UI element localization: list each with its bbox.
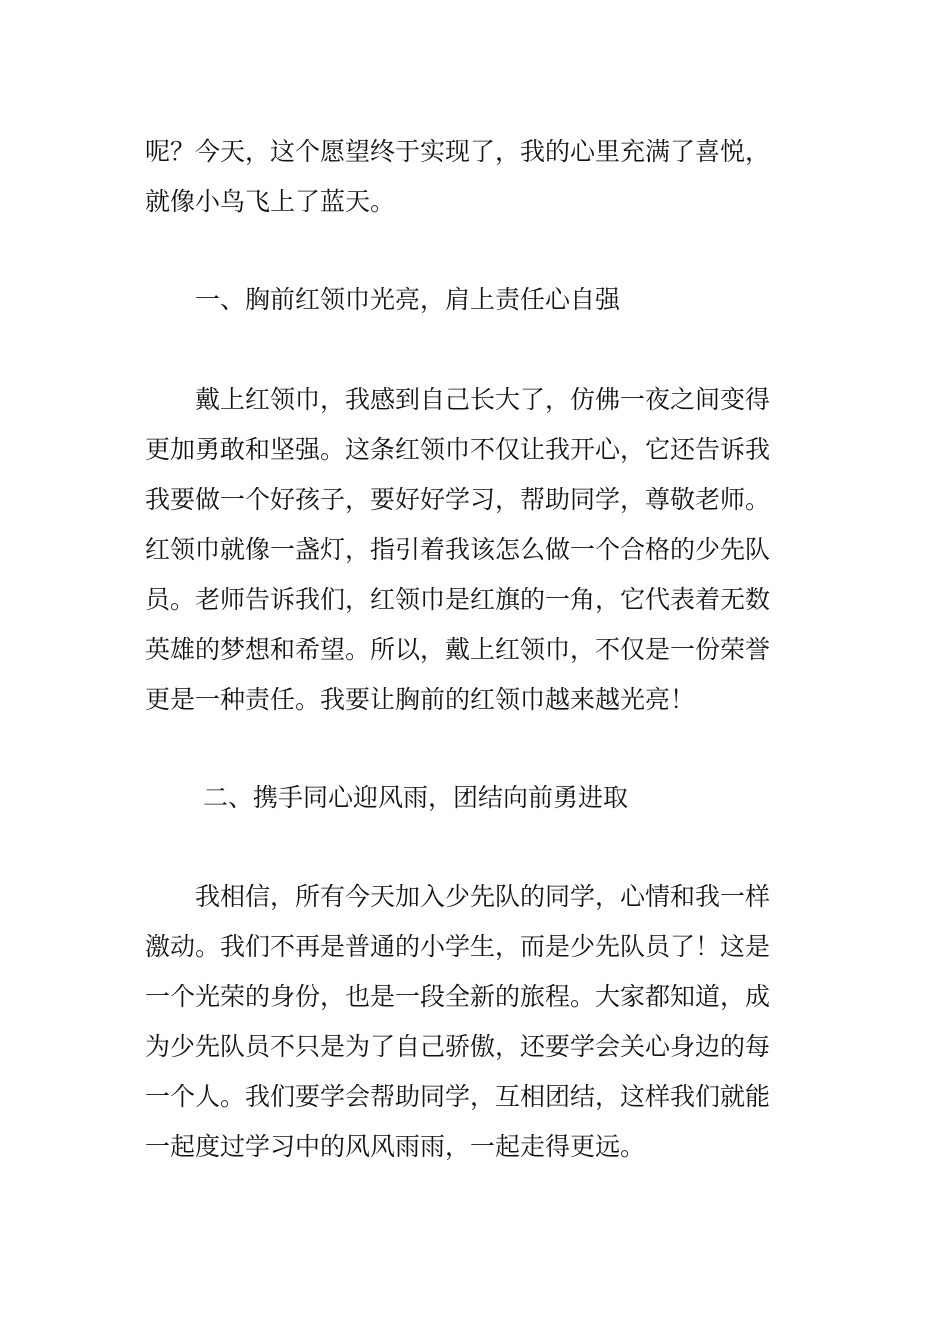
intro-line-1: 呢？今天，这个愿望终于实现了，我的心里充满了喜悦， [145, 137, 771, 166]
section-1-heading: 一、胸前红领巾光亮，肩上责任心自强 [195, 285, 621, 314]
section-2-line-5: 一个人。我们要学会帮助同学，互相团结，这样我们就能 [145, 1082, 771, 1111]
section-1-line-7: 更是一种责任。我要让胸前的红领巾越来越光亮！ [145, 685, 696, 714]
section-2-line-6: 一起度过学习中的风风雨雨，一起走得更远。 [145, 1132, 646, 1161]
section-1-line-3: 我要做一个好孩子，要好好学习，帮助同学，尊敬老师。 [145, 485, 771, 514]
section-1-line-5: 员。老师告诉我们，红领巾是红旗的一角，它代表着无数 [145, 585, 771, 614]
section-2-line-4: 为少先队员不只是为了自己骄傲，还要学会关心身边的每 [145, 1032, 771, 1061]
section-2-line-3: 一个光荣的身份，也是一段全新的旅程。大家都知道，成 [145, 982, 771, 1011]
section-2-heading: 二、携手同心迎风雨，团结向前勇进取 [203, 783, 629, 812]
section-2-line-2: 激动。我们不再是普通的小学生，而是少先队员了！这是 [145, 932, 771, 961]
section-1-line-6: 英雄的梦想和希望。所以，戴上红领巾，不仅是一份荣誉 [145, 635, 771, 664]
intro-line-2: 就像小鸟飞上了蓝天。 [145, 187, 396, 216]
section-1-line-2: 更加勇敢和坚强。这条红领巾不仅让我开心，它还告诉我 [145, 435, 771, 464]
section-2-line-1: 我相信，所有今天加入少先队的同学，心情和我一样 [195, 882, 771, 911]
section-1-line-4: 红领巾就像一盏灯，指引着我该怎么做一个合格的少先队 [145, 535, 771, 564]
section-1-line-1: 戴上红领巾，我感到自己长大了，仿佛一夜之间变得 [195, 385, 771, 414]
